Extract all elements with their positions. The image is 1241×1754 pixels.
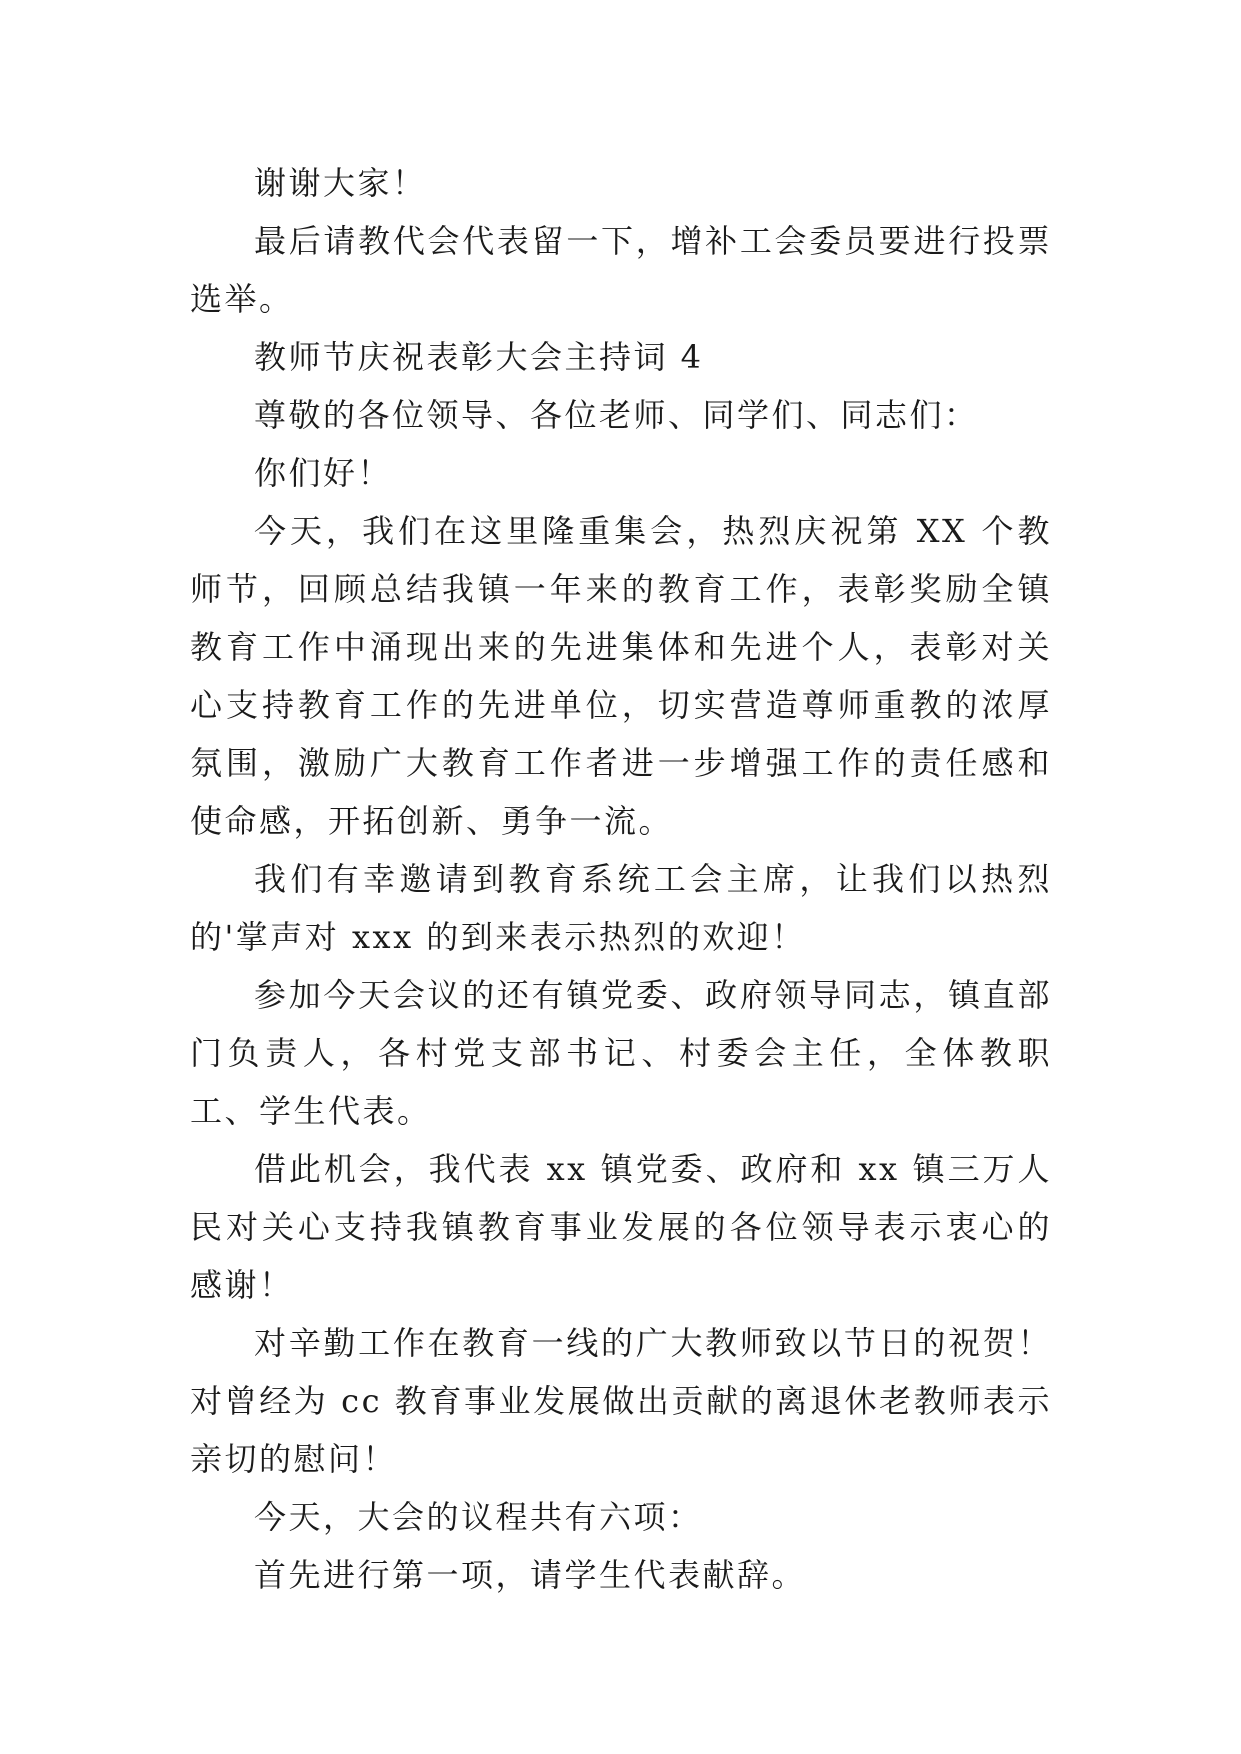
paragraph: 今天，我们在这里隆重集会，热烈庆祝第 XX 个教师节，回顾总结我镇一年来的教育工作，表彰奖励全镇教育工作中涌现出来的先进集体和先进个人，表彰对关心支持教育工作的先进单位，切实营造尊师重教的浓厚氛围，激励广大教育工作者进一步增强工作的责任感和使命感，开拓创新、勇争一流。 <box>190 512 1052 840</box>
paragraph: 借此机会，我代表 xx 镇党委、政府和 xx 镇三万人民对关心支持我镇教育事业发展的各位领导表示衷心的感谢！ <box>190 1150 1052 1304</box>
paragraph: 最后请教代会代表留一下，增补工会委员要进行投票选举。 <box>190 222 1052 318</box>
paragraph: 我们有幸邀请到教育系统工会主席，让我们以热烈的'掌声对 xxx 的到来表示热烈的欢迎！ <box>190 860 1052 956</box>
paragraph: 首先进行第一项，请学生代表献辞。 <box>254 1556 807 1594</box>
salutation: 尊敬的各位领导、各位老师、同学们、同志们： <box>254 396 979 434</box>
paragraph: 谢谢大家！ <box>254 164 427 202</box>
paragraph: 参加今天会议的还有镇党委、政府领导同志，镇直部门负责人，各村党支部书记、村委会主任，全体教职工、学生代表。 <box>190 976 1052 1130</box>
document-body <box>190 154 1052 1604</box>
greeting: 你们好！ <box>254 454 393 492</box>
paragraph: 对辛勤工作在教育一线的广大教师致以节日的祝贺！对曾经为 cc 教育事业发展做出贡献的离退休老教师表示亲切的慰问！ <box>190 1324 1052 1478</box>
paragraph: 今天，大会的议程共有六项： <box>254 1498 703 1536</box>
section-heading: 教师节庆祝表彰大会主持词 4 <box>254 338 704 376</box>
